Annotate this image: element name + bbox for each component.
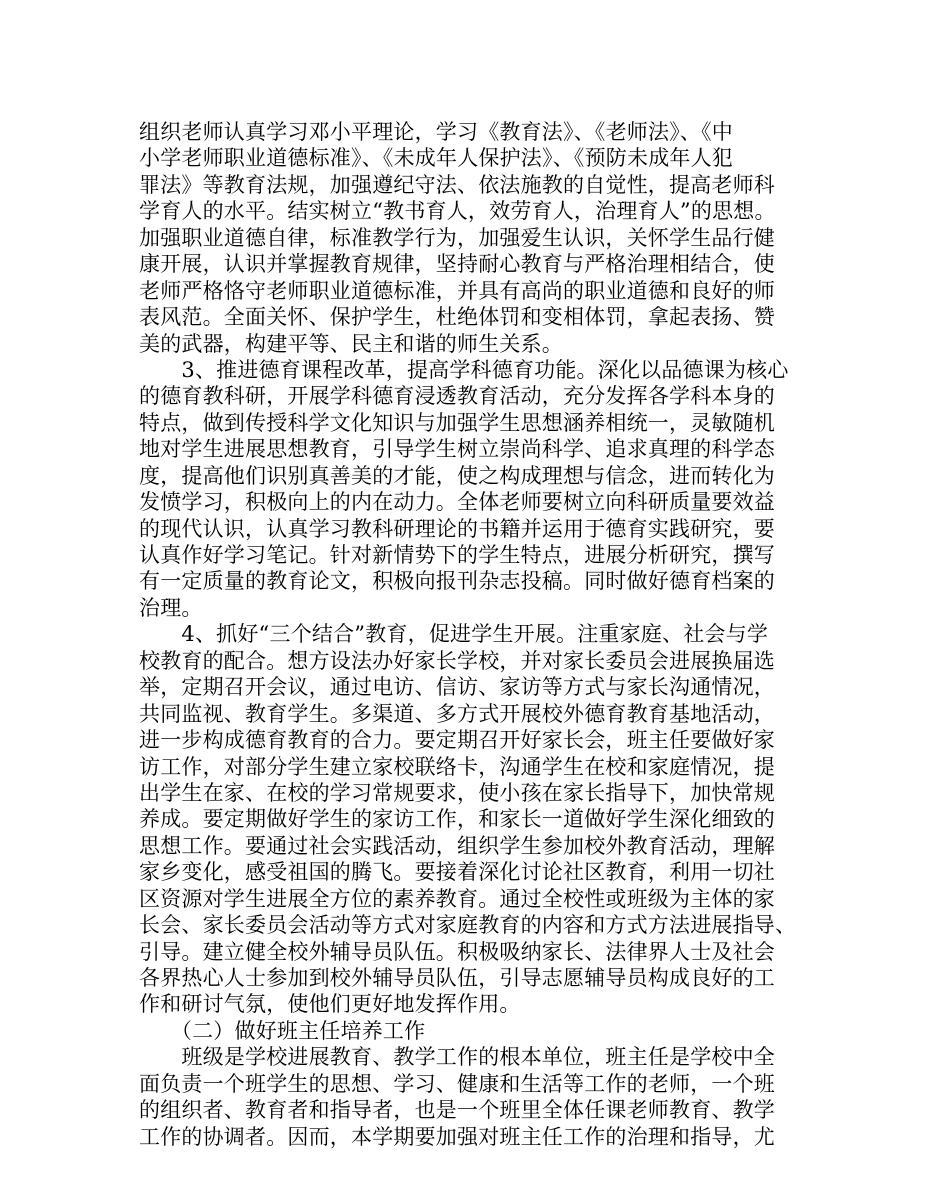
text-line: 校教育的配合。想方设法办好家长学校，并对家长委员会进展换届选	[139, 648, 775, 673]
text-line: 美的武器，构建平等、民主和谐的师生关系。	[139, 331, 563, 356]
text-line: 共同监视、教育学生。多渠道、多方式开展校外德育教育基地活动，	[139, 701, 775, 726]
text-line: 组织老师认真学习邓小平理论，学习《教育法》、《老师法》、《中	[139, 120, 733, 144]
text-line: 康开展，认识并掌握教育规律，坚持耐心教育与严格治理相结合，使	[139, 252, 775, 277]
text-line: 各界热心人士参加到校外辅导员队伍，引导志愿辅导员构成良好的工	[139, 966, 775, 990]
text-line: 有一定质量的教育论文，积极向报刊杂志投稿。同时做好德育档案的	[139, 569, 775, 594]
text-line: 举，定期召开会议，通过电访、信访、家访等方式与家长沟通情况，	[139, 675, 775, 700]
text-line: 罪法》等教育法规，加强遵纪守法、依法施教的自觉性，提高老师科	[139, 172, 775, 197]
text-line: 的德育教科研，开展学科德育浸透教育活动，充分发挥各学科本身的	[139, 384, 775, 409]
text-line: 认真作好学习笔记。针对新情势下的学生特点，进展分析研究，撰写	[139, 543, 775, 567]
text-line: 访工作，对部分学生建立家校联络卡，沟通学生在校和家庭情况，提	[139, 754, 775, 779]
text-line: 的组织者、教育者和指导者，也是一个班里全体任课老师教育、教学	[139, 1098, 775, 1123]
body-text	[139, 119, 829, 1150]
text-line: 小学老师职业道德标准》、《未成年人保护法》、《预防未成年人犯	[139, 146, 733, 171]
text-line: 出学生在家、在校的学习常规要求，使小孩在家长指导下，加快常规	[139, 780, 775, 805]
text-line: 度，提高他们识别真善美的才能，使之构成理想与信念，进而转化为	[139, 463, 775, 488]
section-heading: （二）做好班主任培养工作	[139, 1018, 426, 1043]
text-line: 班级是学校进展教育、教学工作的根本单位，班主任是学校中全	[139, 1045, 775, 1070]
text-line: 表风范。全面关怀、保护学生，杜绝体罚和变相体罚，拿起表扬、赞	[139, 305, 775, 330]
text-line: 发愤学习，积极向上的内在动力。全体老师要树立向科研质量要效益	[139, 490, 775, 515]
text-line: 长会、家长委员会活动等方式对家庭教育的内容和方式方法进展指导、	[139, 913, 797, 938]
text-line: 作和研讨气氛，使他们更好地发挥作用。	[139, 992, 521, 1017]
text-line: 学育人的水平。结实树立“教书育人，效劳育人，治理育人”的思想。	[139, 199, 776, 224]
text-line: 工作的协调者。因而，本学期要加强对班主任工作的治理和指导，尤	[139, 1124, 775, 1149]
text-line: 4、抓好“三个结合”教育，促进学生开展。注重家庭、社会与学	[139, 622, 769, 647]
text-line: 加强职业道德自律，标准教学行为，加强爱生认识，关怀学生品行健	[139, 225, 775, 250]
text-line: 的现代认识，认真学习教科研理论的书籍并运用于德育实践研究，要	[139, 516, 775, 541]
text-line: 家乡变化，感受祖国的腾飞。要接着深化讨论社区教育，利用一切社	[139, 860, 775, 885]
text-line: 老师严格恪守老师职业道德标准，并具有高尚的职业道德和良好的师	[139, 278, 775, 303]
text-line: 区资源对学生进展全方位的素养教育。通过全校性或班级为主体的家	[139, 886, 775, 911]
text-line: 思想工作。要通过社会实践活动，组织学生参加校外教育活动，理解	[139, 833, 775, 858]
text-line: 3、推进德育课程改革，提高学科德育功能。深化以品德课为核心	[139, 357, 789, 382]
text-line: 治理。	[139, 595, 203, 620]
text-line: 特点，做到传授科学文化知识与加强学生思想涵养相统一，灵敏随机	[139, 410, 775, 435]
text-line: 进一步构成德育教育的合力。要定期召开好家长会，班主任要做好家	[139, 728, 775, 753]
text-line: 面负责一个班学生的思想、学习、健康和生活等工作的老师，一个班	[139, 1071, 775, 1096]
text-line: 引导。建立健全校外辅导员队伍。积极吸纳家长、法律界人士及社会	[139, 939, 775, 964]
text-line: 养成。要定期做好学生的家访工作，和家长一道做好学生深化细致的	[139, 807, 775, 832]
text-line: 地对学生进展思想教育，引导学生树立崇尚科学、追求真理的科学态	[139, 437, 775, 462]
